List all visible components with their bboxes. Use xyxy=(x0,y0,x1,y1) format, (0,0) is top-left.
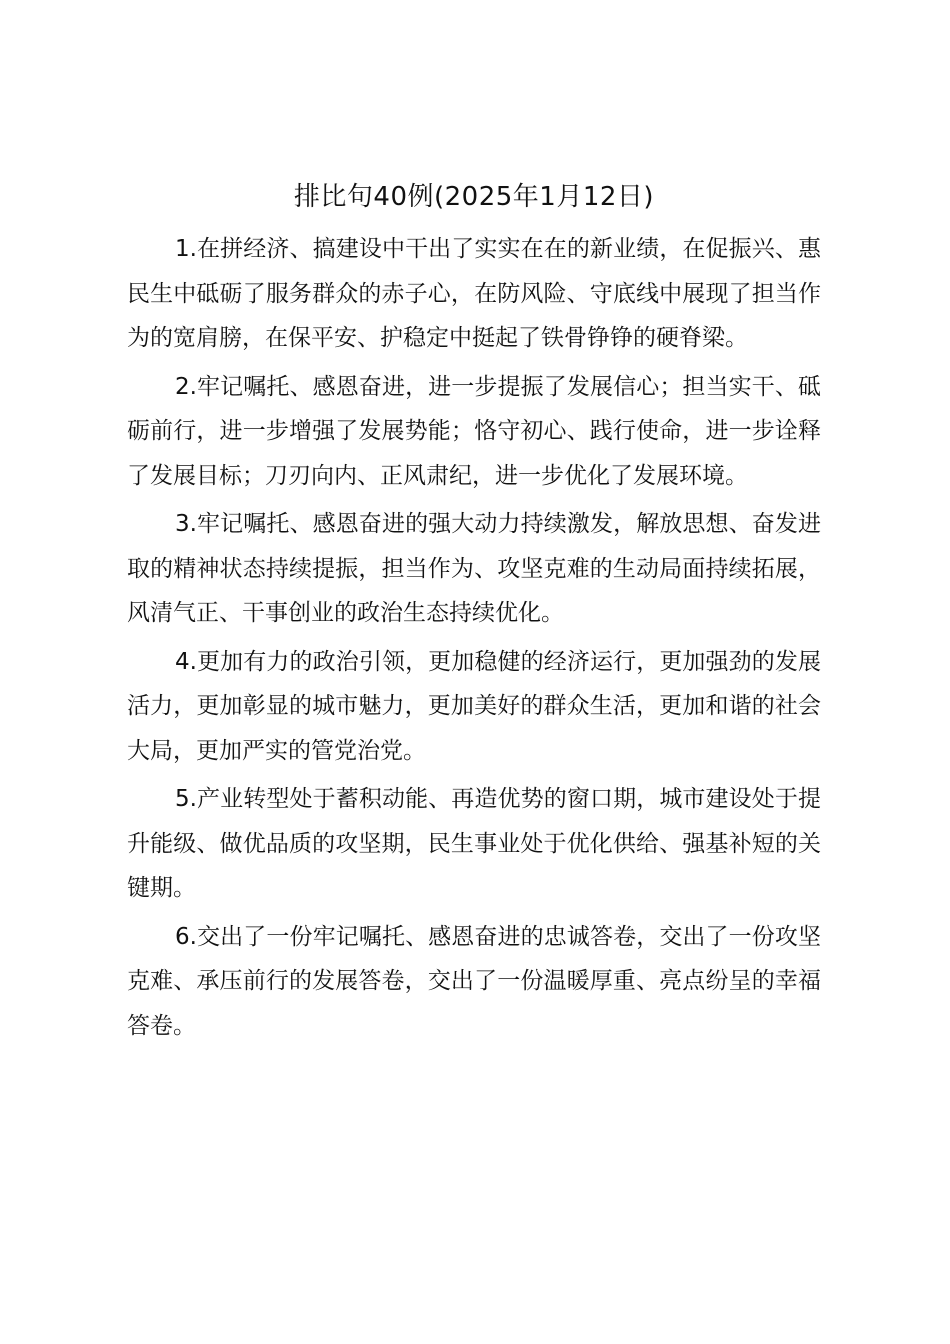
paragraph-6: 6.交出了一份牢记嘱托、感恩奋进的忠诚答卷，交出了一份攻坚克难、承压前行的发展答卷，交出了一份温暖厚重、亮点纷呈的幸福答卷。 xyxy=(127,923,821,1039)
paragraph-3: 3.牢记嘱托、感恩奋进的强大动力持续激发，解放思想、奋发进取的精神状态持续提振，担当作为、攻坚克难的生动局面持续拓展，风清气正、干事创业的政治生态持续优化。 xyxy=(127,511,821,626)
paragraph-4: 4.更加有力的政治引领，更加稳健的经济运行，更加强劲的发展活力，更加彰显的城市魅力，更加美好的群众生活，更加和谐的社会大局，更加严实的管党治党。 xyxy=(127,648,821,764)
paragraph-2: 2.牢记嘱托、感恩奋进，进一步提振了发展信心；担当实干、砥砺前行，进一步增强了发展势能；恪守初心、践行使命，进一步诠释了发展目标；刀刃向内、正风肃纪，进一步优化了发展环境。 xyxy=(127,373,821,489)
document-page xyxy=(127,175,821,1052)
paragraph-1: 1.在拼经济、搞建设中干出了实实在在的新业绩，在促振兴、惠民生中砥砺了服务群众的赤子心，在防风险、守底线中展现了担当作为的宽肩膀，在保平安、护稳定中挺起了铁骨铮铮的硬脊梁。 xyxy=(127,236,821,351)
document-title: 排比句40例(2025年1月12日) xyxy=(293,182,655,212)
paragraph-5: 5.产业转型处于蓄积动能、再造优势的窗口期，城市建设处于提升能级、做优品质的攻坚期，民生事业处于优化供给、强基补短的关键期。 xyxy=(127,786,821,901)
